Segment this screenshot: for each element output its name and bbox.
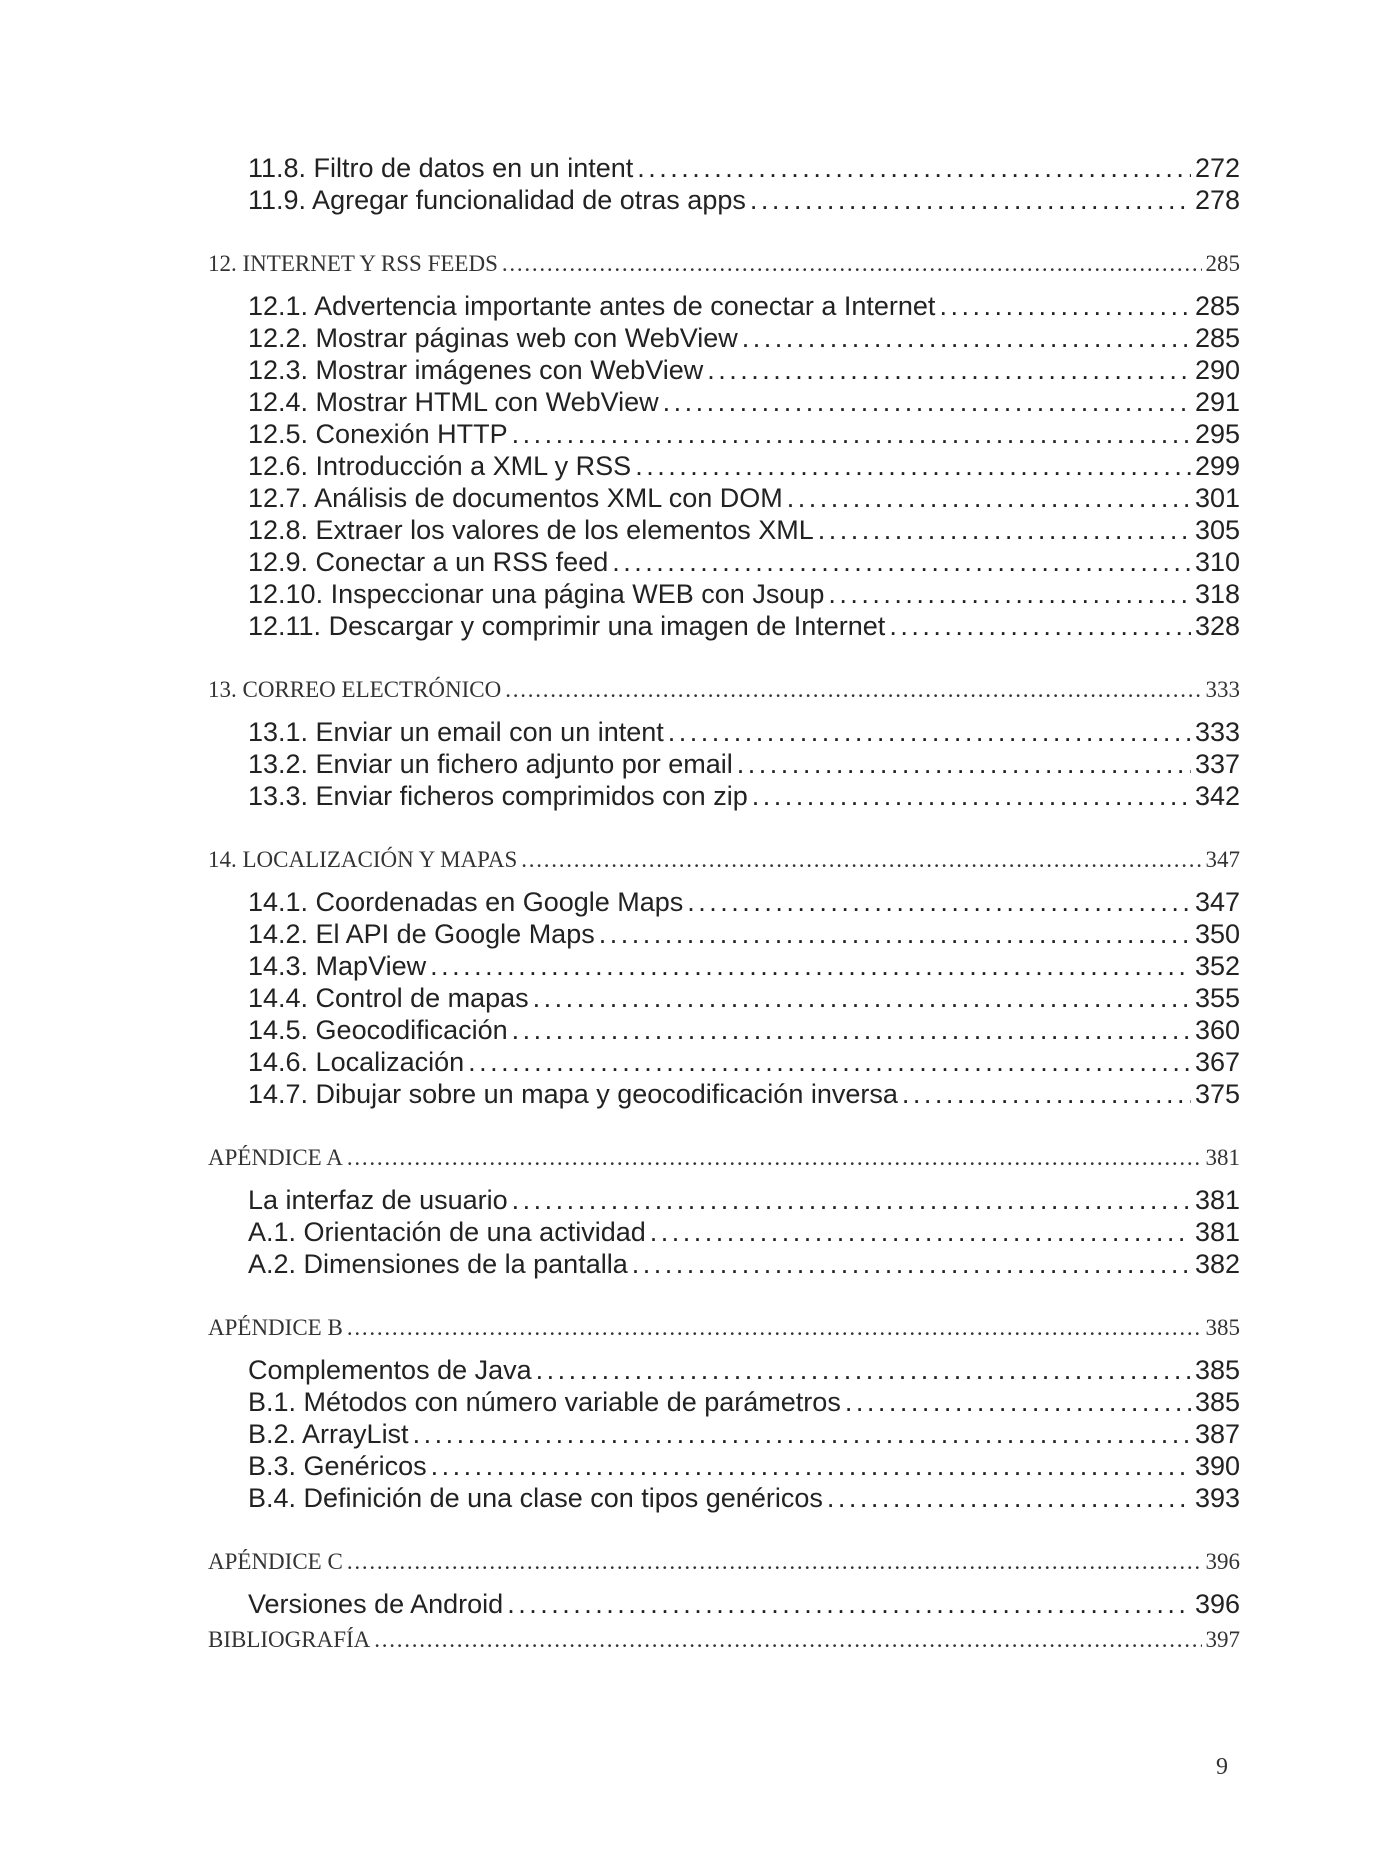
toc-entry-page: 328 [1194, 611, 1240, 641]
toc-entry-title: 14.1. Coordenadas en Google Maps [248, 887, 684, 917]
toc-entry-page: 333 [1205, 677, 1240, 702]
toc-entry-page: 396 [1205, 1549, 1240, 1574]
toc-entry-title: La interfaz de usuario [248, 1185, 508, 1215]
toc-chapter-entry [208, 1314, 1240, 1342]
toc-section-entry [208, 1078, 1240, 1110]
page-number: 9 [1216, 1754, 1228, 1780]
toc-section-entry [208, 1588, 1240, 1620]
dot-leader [637, 152, 1191, 184]
dot-leader [512, 1014, 1191, 1046]
toc-entry-page: 299 [1194, 451, 1240, 481]
toc-entry-title: 12.1. Advertencia importante antes de conectar a Internet [248, 291, 936, 321]
toc-entry-title: A.2. Dimensiones de la pantalla [248, 1249, 628, 1279]
toc-section-entry [208, 482, 1240, 514]
dot-leader [742, 322, 1191, 354]
toc-entry-page: 390 [1194, 1451, 1240, 1481]
dot-leader [347, 1314, 1202, 1342]
dot-leader [635, 450, 1191, 482]
toc-section-entry [208, 1184, 1240, 1216]
toc-entry-page: 342 [1194, 781, 1240, 811]
toc-chapter-entry [208, 250, 1240, 278]
toc-chapter-entry [208, 1548, 1240, 1576]
toc-entry-page: 333 [1194, 717, 1240, 747]
toc-entry-title: 12.2. Mostrar páginas web con WebView [248, 323, 738, 353]
toc-section-entry [208, 610, 1240, 642]
dot-leader [752, 780, 1191, 812]
toc-entry-page: 301 [1194, 483, 1240, 513]
toc-entry-title: 12. INTERNET Y RSS FEEDS [208, 251, 498, 276]
toc-entry-page: 347 [1194, 887, 1240, 917]
table-of-contents [208, 152, 1240, 1666]
toc-entry-page: 385 [1194, 1355, 1240, 1385]
toc-entry-title: 14.3. MapView [248, 951, 427, 981]
dot-leader [521, 846, 1201, 874]
toc-entry-page: 360 [1194, 1015, 1240, 1045]
toc-entry-title: 14.5. Geocodificación [248, 1015, 508, 1045]
toc-section-entry [208, 1046, 1240, 1078]
toc-chapter-entry [208, 1626, 1240, 1654]
toc-section-entry [208, 1450, 1240, 1482]
toc-section-entry [208, 748, 1240, 780]
toc-entry-page: 352 [1194, 951, 1240, 981]
toc-entry-title: 12.3. Mostrar imágenes con WebView [248, 355, 704, 385]
toc-entry-page: 381 [1194, 1185, 1240, 1215]
toc-entry-page: 285 [1194, 323, 1240, 353]
dot-leader [818, 514, 1191, 546]
toc-entry-page: 310 [1194, 547, 1240, 577]
toc-entry-page: 285 [1194, 291, 1240, 321]
dot-leader [507, 1588, 1191, 1620]
toc-entry-page: 285 [1205, 251, 1240, 276]
dot-leader [687, 886, 1191, 918]
dot-leader [650, 1216, 1191, 1248]
toc-entry-page: 381 [1205, 1145, 1240, 1170]
dot-leader [750, 184, 1191, 216]
toc-entry-page: 396 [1194, 1589, 1240, 1619]
toc-entry-title: 12.4. Mostrar HTML con WebView [248, 387, 659, 417]
toc-section-entry [208, 578, 1240, 610]
toc-section-entry [208, 514, 1240, 546]
toc-entry-page: 295 [1194, 419, 1240, 449]
toc-entry-title: 12.11. Descargar y comprimir una imagen de Internet [248, 611, 886, 641]
toc-entry-title: Versiones de Android [248, 1589, 504, 1619]
dot-leader [889, 610, 1191, 642]
dot-leader [632, 1248, 1191, 1280]
toc-entry-page: 367 [1194, 1047, 1240, 1077]
dot-leader [707, 354, 1191, 386]
toc-entry-title: 14. LOCALIZACIÓN Y MAPAS [208, 847, 518, 872]
toc-section-entry [208, 290, 1240, 322]
dot-leader [612, 546, 1191, 578]
toc-entry-page: 272 [1194, 153, 1240, 183]
toc-entry-title: B.4. Definición de una clase con tipos genéricos [248, 1483, 823, 1513]
toc-entry-title: B.3. Genéricos [248, 1451, 427, 1481]
toc-entry-title: 12.10. Inspeccionar una página WEB con Jsoup [248, 579, 825, 609]
toc-entry-title: 12.7. Análisis de documentos XML con DOM [248, 483, 783, 513]
toc-entry-page: 382 [1194, 1249, 1240, 1279]
toc-section-entry [208, 386, 1240, 418]
toc-section-entry [208, 354, 1240, 386]
dot-leader [939, 290, 1191, 322]
toc-entry-title: APÉNDICE C [208, 1549, 343, 1574]
toc-entry-page: 290 [1194, 355, 1240, 385]
toc-entry-page: 278 [1194, 185, 1240, 215]
toc-entry-page: 350 [1194, 919, 1240, 949]
toc-entry-title: 12.8. Extraer los valores de los elementos XML [248, 515, 814, 545]
dot-leader [512, 1184, 1191, 1216]
dot-leader [505, 676, 1201, 704]
toc-section-entry [208, 1482, 1240, 1514]
toc-entry-page: 337 [1194, 749, 1240, 779]
dot-leader [512, 418, 1191, 450]
dot-leader [599, 918, 1191, 950]
dot-leader [828, 578, 1191, 610]
toc-entry-title: 14.4. Control de mapas [248, 983, 529, 1013]
toc-entry-title: 14.7. Dibujar sobre un mapa y geocodificación inversa [248, 1079, 898, 1109]
dot-leader [536, 1354, 1191, 1386]
toc-section-entry [208, 780, 1240, 812]
toc-entry-title: 11.8. Filtro de datos en un intent [248, 153, 634, 183]
toc-entry-title: 13.3. Enviar ficheros comprimidos con zip [248, 781, 748, 811]
toc-section-entry [208, 1248, 1240, 1280]
dot-leader [737, 748, 1191, 780]
toc-section-entry [208, 1216, 1240, 1248]
toc-entry-page: 387 [1194, 1419, 1240, 1449]
toc-section-entry [208, 152, 1240, 184]
dot-leader [413, 1418, 1191, 1450]
toc-section-entry [208, 1354, 1240, 1386]
dot-leader [347, 1144, 1202, 1172]
toc-entry-page: 347 [1205, 847, 1240, 872]
toc-section-entry [208, 546, 1240, 578]
dot-leader [502, 250, 1202, 278]
dot-leader [827, 1482, 1191, 1514]
toc-entry-title: 13.1. Enviar un email con un intent [248, 717, 664, 747]
toc-section-entry [208, 950, 1240, 982]
toc-entry-title: A.1. Orientación de una actividad [248, 1217, 646, 1247]
toc-entry-title: APÉNDICE B [208, 1315, 343, 1340]
toc-entry-title: BIBLIOGRAFÍA [208, 1627, 371, 1652]
toc-section-entry [208, 450, 1240, 482]
toc-entry-page: 355 [1194, 983, 1240, 1013]
toc-chapter-entry [208, 1144, 1240, 1172]
toc-entry-title: 12.5. Conexión HTTP [248, 419, 508, 449]
toc-entry-title: 14.2. El API de Google Maps [248, 919, 595, 949]
toc-section-entry [208, 322, 1240, 354]
toc-entry-page: 318 [1194, 579, 1240, 609]
toc-entry-page: 397 [1205, 1627, 1240, 1652]
toc-section-entry [208, 886, 1240, 918]
toc-section-entry [208, 982, 1240, 1014]
toc-entry-title: B.2. ArrayList [248, 1419, 409, 1449]
toc-section-entry [208, 418, 1240, 450]
toc-entry-page: 385 [1194, 1387, 1240, 1417]
dot-leader [663, 386, 1191, 418]
toc-entry-title: Complementos de Java [248, 1355, 532, 1385]
toc-section-entry [208, 1386, 1240, 1418]
toc-entry-page: 375 [1194, 1079, 1240, 1109]
toc-entry-title: B.1. Métodos con número variable de parámetros [248, 1387, 841, 1417]
toc-section-entry [208, 184, 1240, 216]
dot-leader [431, 1450, 1191, 1482]
toc-entry-title: 11.9. Agregar funcionalidad de otras apps [248, 185, 746, 215]
toc-chapter-entry [208, 846, 1240, 874]
toc-entry-title: 14.6. Localización [248, 1047, 465, 1077]
toc-entry-title: APÉNDICE A [208, 1145, 343, 1170]
toc-entry-title: 12.6. Introducción a XML y RSS [248, 451, 632, 481]
toc-entry-title: 12.9. Conectar a un RSS feed [248, 547, 609, 577]
toc-entry-title: 13. CORREO ELECTRÓNICO [208, 677, 502, 702]
dot-leader [668, 716, 1191, 748]
dot-leader [347, 1548, 1202, 1576]
dot-leader [430, 950, 1191, 982]
dot-leader [374, 1626, 1201, 1654]
toc-entry-page: 393 [1194, 1483, 1240, 1513]
dot-leader [468, 1046, 1191, 1078]
toc-section-entry [208, 918, 1240, 950]
dot-leader [533, 982, 1191, 1014]
toc-section-entry [208, 716, 1240, 748]
toc-chapter-entry [208, 676, 1240, 704]
dot-leader [902, 1078, 1191, 1110]
toc-entry-page: 291 [1194, 387, 1240, 417]
toc-entry-title: 13.2. Enviar un fichero adjunto por email [248, 749, 733, 779]
toc-section-entry [208, 1418, 1240, 1450]
dot-leader [787, 482, 1191, 514]
dot-leader [845, 1386, 1191, 1418]
toc-entry-page: 381 [1194, 1217, 1240, 1247]
toc-entry-page: 385 [1205, 1315, 1240, 1340]
toc-entry-page: 305 [1194, 515, 1240, 545]
toc-section-entry [208, 1014, 1240, 1046]
